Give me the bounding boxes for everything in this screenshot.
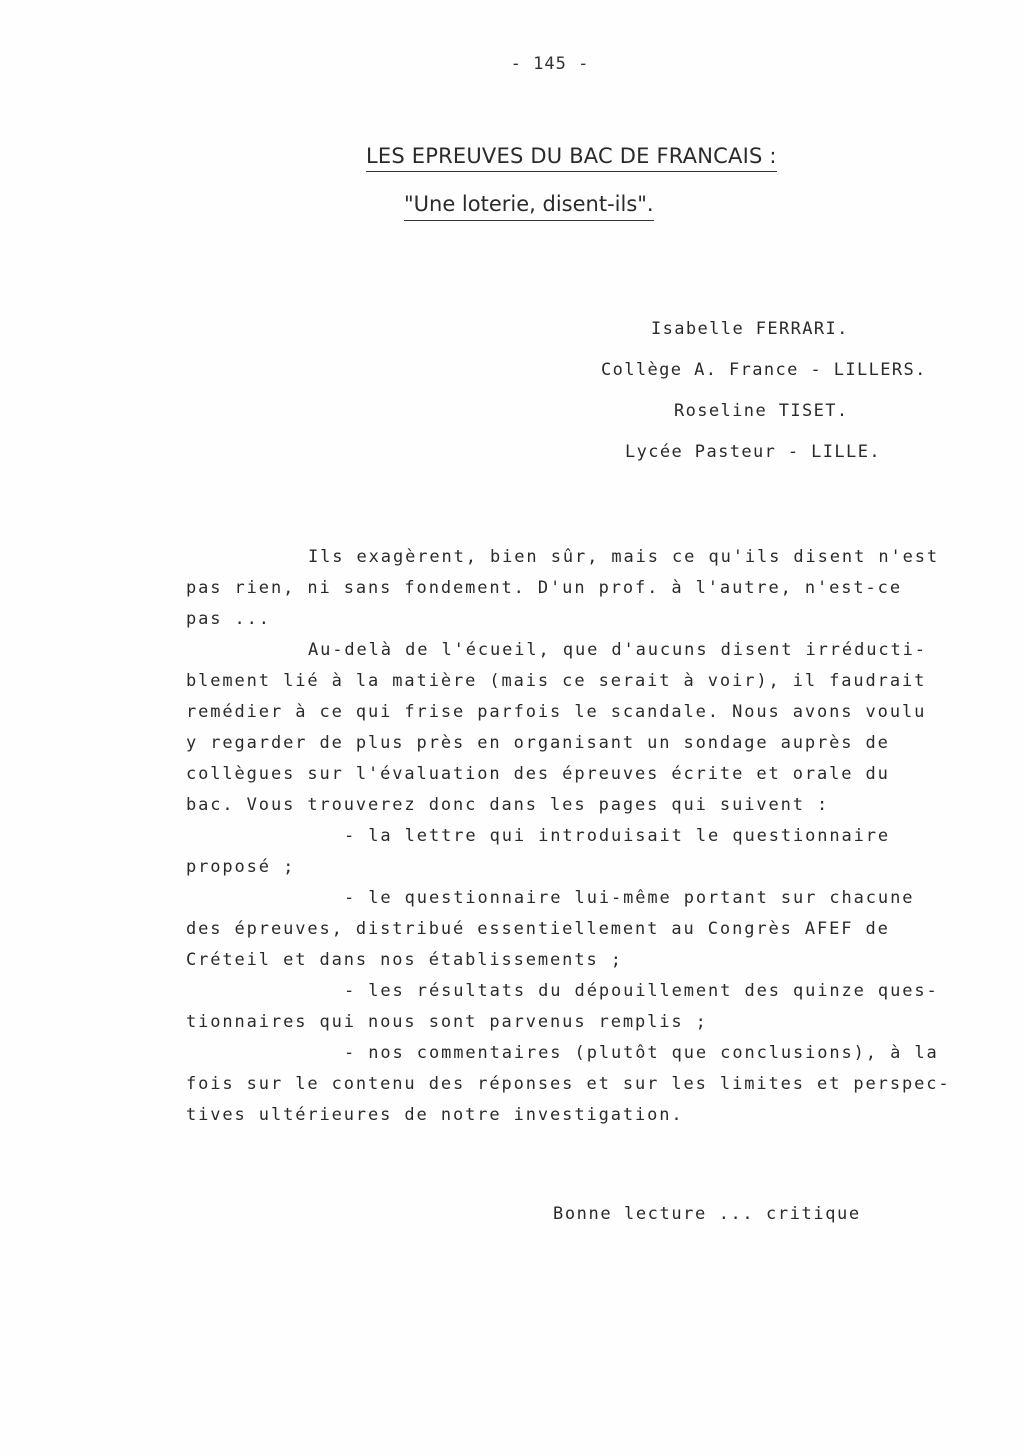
- body-text: [186, 542, 986, 1131]
- author-name-2: Roseline TISET.: [674, 401, 849, 421]
- page-number: - 145 -: [510, 54, 590, 74]
- list-item: - les résultats du dépouillement des quinze ques-: [344, 981, 939, 1001]
- body-line: fois sur le contenu des réponses et sur les limites et perspec-: [186, 1074, 951, 1094]
- body-line: bac. Vous trouverez donc dans les pages qui suivent :: [186, 795, 830, 815]
- body-line: remédier à ce qui frise parfois le scandale. Nous avons voulu: [186, 702, 927, 722]
- body-line: Au-delà de l'écueil, que d'aucuns disent irréducti-: [308, 640, 927, 660]
- article-subtitle: "Une loterie, disent-ils".: [404, 192, 654, 221]
- body-line: des épreuves, distribué essentiellement au Congrès AFEF de: [186, 919, 890, 939]
- closing-line: Bonne lecture ... critique: [553, 1204, 861, 1224]
- author-name-1: Isabelle FERRARI.: [651, 319, 849, 339]
- list-item: - nos commentaires (plutôt que conclusions), à la: [344, 1043, 939, 1063]
- body-line: tionnaires qui nous sont parvenus remplis ;: [186, 1012, 708, 1032]
- article-title: LES EPREUVES DU BAC DE FRANCAIS :: [366, 144, 777, 172]
- body-line: pas ...: [186, 609, 271, 629]
- author-affiliation-2: Lycée Pasteur - LILLE.: [625, 442, 881, 462]
- author-affiliation-1: Collège A. France - LILLERS.: [601, 360, 927, 380]
- author-block: [540, 316, 1010, 480]
- body-line: tives ultérieures de notre investigation.: [186, 1105, 684, 1125]
- body-line: proposé ;: [186, 857, 296, 877]
- body-line: Créteil et dans nos établissements ;: [186, 950, 623, 970]
- list-item: - la lettre qui introduisait le questionnaire: [344, 826, 891, 846]
- body-line: y regarder de plus près en organisant un sondage auprès de: [186, 733, 890, 753]
- body-line: Ils exagèrent, bien sûr, mais ce qu'ils disent n'est: [308, 547, 940, 567]
- list-item: - le questionnaire lui-même portant sur chacune: [344, 888, 915, 908]
- body-line: collègues sur l'évaluation des épreuves écrite et orale du: [186, 764, 890, 784]
- body-line: blement lié à la matière (mais ce serait à voir), il faudrait: [186, 671, 927, 691]
- body-line: pas rien, ni sans fondement. D'un prof. à l'autre, n'est-ce: [186, 578, 902, 598]
